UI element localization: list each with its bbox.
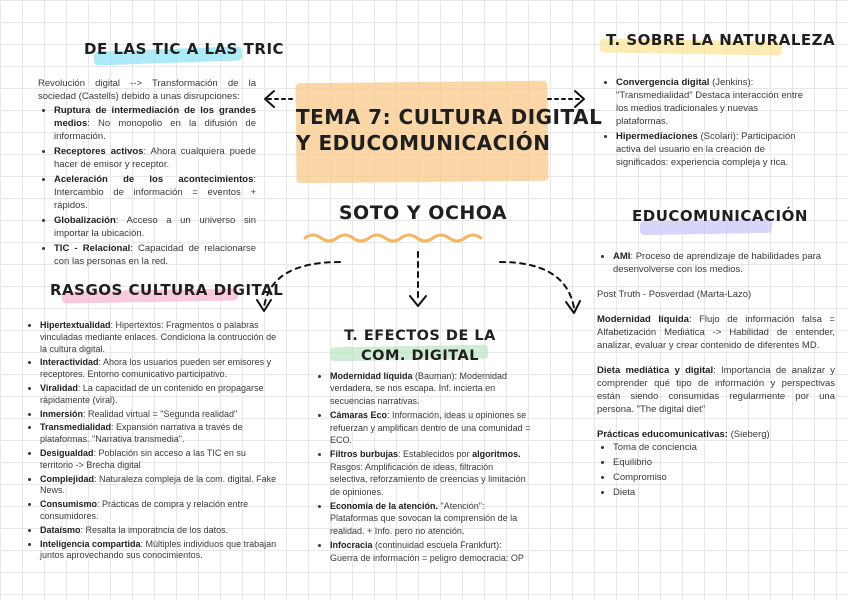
rasgos-item bbox=[40, 499, 280, 523]
tic-item-text: : Ahora cualquiera puede hacer de emisor y receptor. bbox=[54, 146, 256, 170]
rasgos-item bbox=[40, 539, 280, 563]
naturaleza-item-term: Hipermediaciones bbox=[616, 131, 698, 142]
rasgos-item-text: : Hipertextos: Fragmentos o palabras vinculadas mediante enlaces. Condiciona la contrucción de la cultura digital. bbox=[40, 320, 277, 354]
modernidad-paragraph: Modernidad líquida: Flujo de información falsa = Alfabetización Mediática -> Habilidad de entender, analizar, evaluar y crear contenido de diferentes MD. bbox=[597, 314, 835, 351]
tic-item bbox=[54, 104, 256, 143]
efectos-item-term: algoritmos. bbox=[472, 449, 521, 460]
efectos-item-text: : Establecidos por bbox=[398, 449, 473, 460]
authors-heading: SOTO Y OCHOA bbox=[338, 202, 508, 224]
rasgos-section bbox=[24, 320, 280, 564]
rasgos-item-text: : Múltiples individuos que trabajan juntos aprovechando sus conocimientos. bbox=[40, 538, 277, 561]
efectos-item bbox=[330, 539, 532, 564]
naturaleza-item-term: Convergencia digital bbox=[616, 77, 710, 88]
rasgos-heading: RASGOS CULTURA DIGITAL bbox=[50, 281, 284, 299]
rasgos-item-term: Transmedialidad bbox=[40, 422, 112, 433]
efectos-item bbox=[330, 448, 532, 498]
rasgos-item bbox=[40, 320, 280, 355]
rasgos-item-term: Hipertextualidad bbox=[40, 320, 111, 330]
ami-list bbox=[597, 250, 835, 276]
rasgos-item-text: : Resalta la imporatncia de los datos. bbox=[80, 524, 229, 535]
rasgos-item bbox=[40, 409, 280, 421]
tic-item bbox=[54, 214, 256, 240]
naturaleza-heading: T. SOBRE LA NATURALEZA bbox=[606, 31, 836, 49]
naturaleza-section bbox=[600, 76, 812, 171]
educom-heading: EDUCOMUNICACIÓN bbox=[632, 207, 808, 225]
rasgos-item-term: Consumismo bbox=[40, 499, 98, 510]
efectos-heading-line1: T. EFECTOS DE LA bbox=[344, 328, 496, 344]
practicas-item: • Equilibrio bbox=[613, 456, 835, 469]
efectos-item-text: Rasgos: Amplificación de ideas, filtración selectiva, reforzamiento de creencias y limitación de opiniones. bbox=[330, 461, 526, 497]
practicas-item: • Dieta bbox=[613, 486, 835, 499]
rasgos-item-term: Desigualdad bbox=[40, 447, 94, 458]
practicas-item: • Compromiso bbox=[613, 471, 835, 484]
efectos-list bbox=[314, 370, 532, 564]
tic-item-term: TIC - Relacional bbox=[54, 243, 131, 254]
rasgos-item bbox=[40, 422, 280, 446]
tic-item-text: : No monopolio en la difusión de información. bbox=[54, 118, 256, 142]
tic-item bbox=[54, 173, 256, 212]
practicas-item: • Toma de conciencia bbox=[613, 441, 835, 454]
rasgos-item-text: : Población sin acceso a las TIC en su territorio -> Brecha digital bbox=[40, 447, 246, 470]
rasgos-item-term: Inteligencia compartida bbox=[40, 538, 141, 549]
efectos-heading-line2: COM. DIGITAL bbox=[361, 348, 479, 364]
tic-item-text: : Acceso a un universo sin importar la ubicación. bbox=[54, 215, 256, 239]
rasgos-item-term: Dataísmo bbox=[40, 524, 81, 535]
tic-item-term: Receptores activos bbox=[54, 146, 144, 157]
efectos-item-term: Cámaras Eco bbox=[330, 410, 388, 421]
tic-item-text: : Intercambio de información = eventos + rápidos. bbox=[54, 174, 256, 211]
tic-item bbox=[54, 145, 256, 171]
tic-item-term: Aceleración de los acontecimientos bbox=[54, 174, 254, 185]
rasgos-item-text: : Expansión narrativa a través de plataformas. "Narrativa transmedia". bbox=[40, 422, 243, 445]
rasgos-item-term: Viralidad bbox=[40, 382, 78, 393]
efectos-item-text: "Atención": Plataformas que sovocan la comprensión de la realidad. + Info. pero no atención. bbox=[330, 501, 518, 536]
naturaleza-item-text: (Jenkins): "Transmedialidad" Destaca interacción entre los medios tradicionales y nuevas plataformas. bbox=[616, 77, 803, 127]
rasgos-item-term: Inmersión bbox=[40, 408, 84, 419]
efectos-item-text: (continuidad escuela Frankfurt): Guerra de información = peligro democracia: OP bbox=[330, 540, 524, 563]
naturaleza-item bbox=[616, 130, 812, 169]
efectos-item-text: (Bauman): Modernidad verdadera, se nos escapa. Inf. incierta en secuencias narrativas. bbox=[330, 371, 508, 406]
rasgos-item-text: : Naturaleza compleja de la com. digital. Fake News. bbox=[40, 473, 277, 496]
rasgos-item bbox=[40, 474, 280, 498]
tic-section bbox=[38, 77, 256, 270]
tic-item-term: Ruptura de intermediación de los grandes medios bbox=[54, 105, 256, 129]
main-title-line2: Y EDUCOMUNICACIÓN bbox=[296, 131, 551, 155]
efectos-heading bbox=[320, 326, 520, 366]
efectos-item bbox=[330, 370, 532, 407]
tic-heading: DE LAS TIC A LAS TRIC bbox=[84, 40, 285, 58]
main-title bbox=[296, 104, 603, 156]
tic-item-term: Globalización bbox=[54, 215, 116, 226]
main-title-line1: TEMA 7: CULTURA DIGITAL bbox=[296, 105, 603, 129]
efectos-item-text: : Información, ideas u opiniones se refuerzan y amplifican dentro de una comunidad = ECO. bbox=[330, 410, 531, 446]
rasgos-item-text: : Prácticas de compra y relación entre consumidores. bbox=[40, 499, 249, 521]
educom-section bbox=[597, 250, 835, 501]
rasgos-item-term: Complejidad bbox=[40, 473, 95, 484]
efectos-item-term: Economía de la atención. bbox=[330, 501, 439, 512]
rasgos-item-text: : La capacidad de un contenido en propagarse rápidamente (viral). bbox=[40, 382, 264, 405]
dieta-paragraph: Dieta mediática y digital: Importancia de analizar y comprender qué tipo de información y perspectivas están siendo consumidas regularmente por una persona. "The digital diet" bbox=[597, 365, 835, 415]
ami-item: • AMI: Proceso de aprendizaje de habilidades para desenvolverse con los medios. bbox=[613, 250, 835, 276]
tic-item-text: : Capacidad de relacionarse con las personas en la red. bbox=[54, 243, 257, 267]
efectos-item-term: Modernidad líquida bbox=[330, 371, 413, 381]
rasgos-item-text: : Ahora los usuarios pueden ser emisores y receptores. Entorno comunicativo participativo. bbox=[40, 357, 272, 380]
tic-item bbox=[54, 242, 256, 268]
rasgos-list bbox=[24, 320, 280, 562]
post-truth: Post Truth - Posverdad (Marta-Lazo) bbox=[597, 289, 752, 300]
rasgos-item bbox=[40, 357, 280, 381]
tic-list bbox=[38, 104, 256, 268]
tic-intro: Revolución digital --> Transformación de la sociedad (Castells) debido a unas disrupciones: bbox=[38, 78, 256, 102]
efectos-item-term: Filtros burbujas bbox=[330, 449, 399, 460]
naturaleza-item-text: (Scolari): Participación activa del usuario en la creación de significados: experiencia compleja y rica. bbox=[616, 131, 796, 168]
naturaleza-item bbox=[616, 76, 812, 128]
rasgos-item bbox=[40, 448, 280, 472]
efectos-item bbox=[330, 500, 532, 537]
efectos-section bbox=[314, 370, 532, 566]
rasgos-item bbox=[40, 383, 280, 407]
rasgos-item bbox=[40, 525, 280, 537]
rasgos-item-term: Interactividad bbox=[40, 357, 99, 368]
rasgos-item-text: : Realidad virtual = "Segunda realidad" bbox=[83, 408, 238, 419]
practicas-paragraph: Prácticas educomunicativas: (Sieberg) bbox=[597, 429, 770, 440]
naturaleza-list bbox=[600, 76, 812, 169]
efectos-item bbox=[330, 409, 532, 446]
efectos-item-term: Infocracia bbox=[330, 540, 373, 551]
practicas-list bbox=[597, 441, 835, 499]
